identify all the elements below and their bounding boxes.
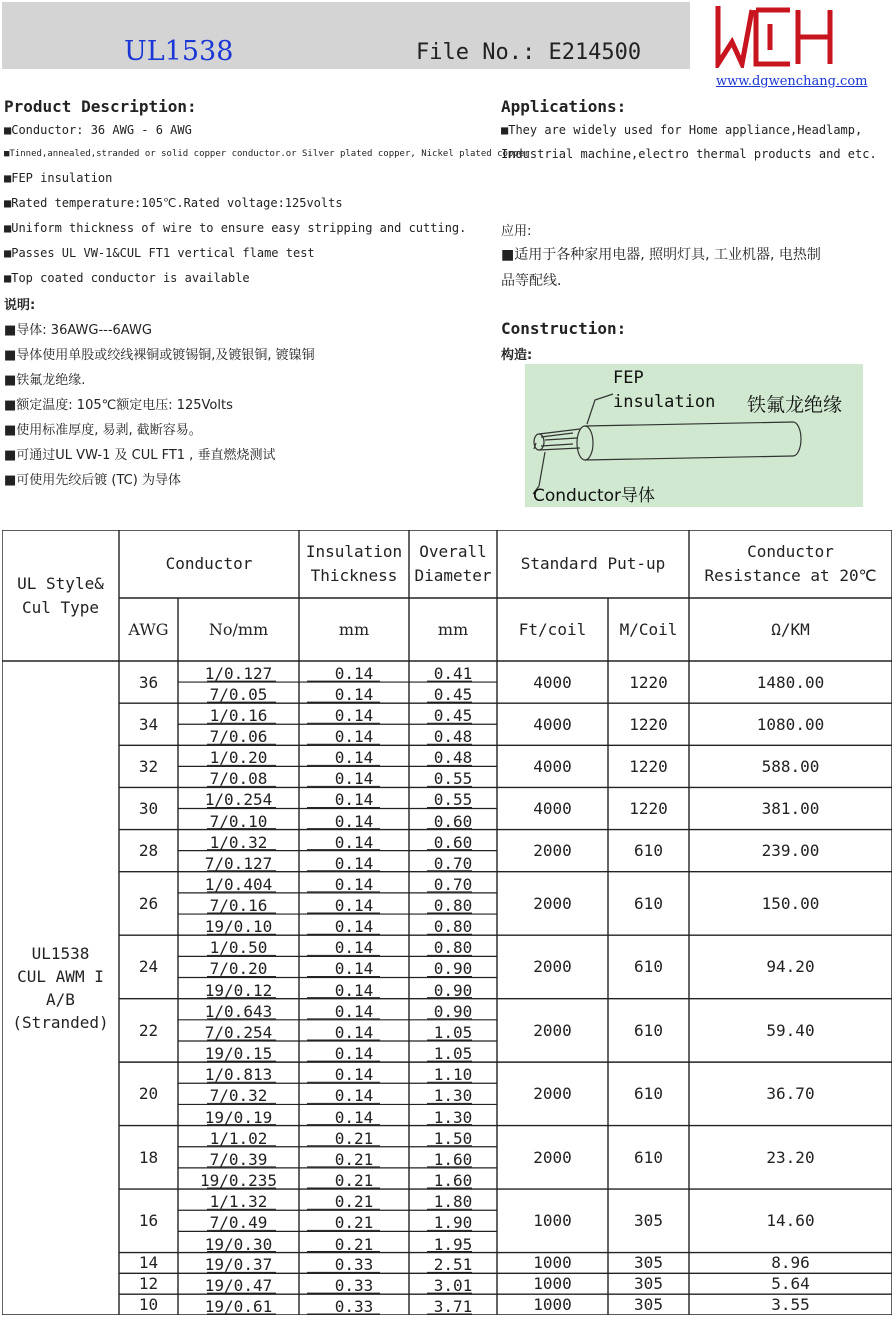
strand-cell: 19/0.235 (199, 1171, 278, 1191)
awg-cell: 36 (138, 672, 159, 692)
diameter-cell: 1.95 (433, 1234, 473, 1254)
applications-line-1: ■They are widely used for Home appliance,Headlamp, (501, 123, 863, 137)
ftcoil-cell: 1000 (533, 1295, 572, 1315)
insulation-cell: 0.14 (334, 748, 374, 768)
insulation-cell: 0.14 (334, 832, 374, 852)
pd-item-6: ■Passes UL VW-1&CUL FT1 vertical flame test (4, 246, 315, 260)
ftcoil-cell: 2000 (533, 957, 572, 977)
resistance-cell: 381.00 (761, 798, 820, 818)
resistance-cell: 94.20 (766, 957, 815, 977)
diameter-cell: 0.55 (433, 769, 473, 789)
pd-item-2: ■Tinned,annealed,stranded or solid copper conductor.or Silver plated copper, Nickel plated copper (4, 149, 530, 159)
mcoil-cell: 1220 (629, 756, 668, 776)
applications-title: Applications: (501, 97, 627, 116)
insulation-cell: 0.21 (334, 1171, 374, 1191)
resistance-cell: 8.96 (771, 1253, 810, 1273)
awg-cell: 12 (138, 1274, 159, 1294)
insulation-cell: 0.14 (334, 685, 374, 705)
cn-item-1: ■导体: 36AWG---6AWG (4, 323, 152, 338)
ftcoil-cell: 1000 (533, 1211, 572, 1231)
mcoil-cell: 1220 (629, 798, 668, 818)
awg-cell: 22 (138, 1020, 159, 1040)
diameter-cell: 1.05 (433, 1022, 473, 1042)
mcoil-cell: 305 (634, 1211, 663, 1231)
applications-cn-line-2: 品等配线. (501, 273, 562, 289)
ftcoil-cell: 4000 (533, 756, 572, 776)
awg-cell: 16 (138, 1211, 159, 1231)
strand-cell: 19/0.37 (204, 1255, 273, 1275)
diameter-cell: 0.60 (433, 832, 473, 852)
insulation-cell: 0.14 (334, 853, 374, 873)
resistance-cell: 14.60 (766, 1211, 815, 1231)
strand-cell: 1/0.127 (204, 664, 273, 684)
insulation-cell: 0.21 (334, 1213, 374, 1233)
strand-cell: 19/0.30 (204, 1234, 273, 1254)
ftcoil-cell: 1000 (533, 1274, 572, 1294)
mcoil-cell: 1220 (629, 714, 668, 734)
diameter-cell: 0.48 (433, 727, 473, 747)
resistance-cell: 23.20 (766, 1147, 815, 1167)
strand-cell: 7/0.127 (204, 853, 273, 873)
awg-cell: 24 (138, 957, 159, 977)
awg-cell: 34 (138, 714, 159, 734)
strand-cell: 1/0.16 (209, 706, 268, 726)
ftcoil-cell: 2000 (533, 841, 572, 861)
diameter-cell: 0.80 (433, 938, 473, 958)
pd-item-4: ■Rated temperature:105℃.Rated voltage:125volts (4, 196, 343, 210)
header-ohm: Ω/KM (771, 619, 810, 639)
awg-cell: 10 (138, 1295, 159, 1315)
mcoil-cell: 610 (634, 893, 663, 913)
header-overall: Overall Diameter (414, 542, 492, 585)
resistance-cell: 3.55 (771, 1295, 810, 1315)
insulation-cell: 0.33 (334, 1296, 374, 1316)
cn-item-3: ■铁氟龙绝缘. (4, 373, 86, 388)
insulation-cell: 0.21 (334, 1149, 374, 1169)
awg-cell: 32 (138, 756, 159, 776)
strand-cell: 7/0.08 (209, 769, 268, 789)
diameter-cell: 0.55 (433, 790, 473, 810)
strand-cell: 1/0.20 (209, 748, 268, 768)
resistance-cell: 1480.00 (756, 672, 825, 692)
pd-item-7: ■Top coated conductor is available (4, 271, 250, 285)
diameter-cell: 1.60 (433, 1149, 473, 1169)
ftcoil-cell: 4000 (533, 714, 572, 734)
diameter-cell: 1.50 (433, 1128, 473, 1148)
insulation-cell: 0.14 (334, 1022, 374, 1042)
insulation-cell: 0.21 (334, 1128, 374, 1148)
mcoil-cell: 305 (634, 1295, 663, 1315)
strand-cell: 19/0.47 (204, 1276, 273, 1296)
mcoil-cell: 610 (634, 1020, 663, 1040)
header-nomm: No/mm (208, 619, 269, 639)
diameter-cell: 0.90 (433, 959, 473, 979)
cn-item-5: ■使用标准厚度, 易剥, 截断容易。 (4, 423, 202, 438)
resistance-cell: 36.70 (766, 1084, 815, 1104)
strand-cell: 1/0.254 (204, 790, 273, 810)
construction-diagram (525, 364, 863, 507)
file-number: File No.: E214500 (416, 40, 642, 65)
diameter-cell: 0.70 (433, 874, 473, 894)
header-putup: Standard Put-up (520, 554, 666, 573)
description-cn-title: 说明: (4, 298, 36, 313)
awg-cell: 20 (138, 1084, 159, 1104)
diameter-cell: 2.51 (433, 1255, 473, 1275)
insulation-cell: 0.14 (334, 811, 374, 831)
insulation-cell: 0.14 (334, 1107, 374, 1127)
insulation-cell: 0.14 (334, 1001, 374, 1021)
insulation-cell: 0.14 (334, 1065, 374, 1085)
header-insulation: Insulation Thickness (305, 542, 403, 585)
insulation-cell: 0.14 (334, 874, 374, 894)
insulation-cell: 0.21 (334, 1192, 374, 1212)
cn-item-4: ■额定温度: 105℃额定电压: 125Volts (4, 398, 233, 413)
strand-cell: 1/0.50 (209, 938, 268, 958)
mcoil-cell: 305 (634, 1274, 663, 1294)
insulation-cell: 0.14 (334, 1086, 374, 1106)
model-title: UL1538 (124, 36, 234, 67)
diameter-cell: 0.90 (433, 980, 473, 1000)
strand-cell: 1/0.813 (204, 1065, 273, 1085)
strand-cell: 19/0.12 (204, 980, 273, 1000)
spec-table (2, 530, 892, 1315)
strand-cell: 1/0.32 (209, 832, 268, 852)
diameter-cell: 1.90 (433, 1213, 473, 1233)
resistance-cell: 150.00 (761, 893, 820, 913)
strand-cell: 19/0.61 (204, 1296, 273, 1316)
cn-item-7: ■可使用先绞后镀 (TC) 为导体 (4, 473, 181, 488)
mcoil-cell: 610 (634, 1084, 663, 1104)
insulation-cell: 0.14 (334, 790, 374, 810)
product-description-title: Product Description: (4, 97, 197, 116)
mcoil-cell: 610 (634, 841, 663, 861)
style-value: UL1538 CUL AWM I A/B (Stranded) (12, 944, 109, 1032)
ftcoil-cell: 2000 (533, 893, 572, 913)
strand-cell: 1/1.32 (209, 1192, 268, 1212)
ftcoil-cell: 1000 (533, 1253, 572, 1273)
insulation-cell: 0.33 (334, 1276, 374, 1296)
strand-cell: 7/0.05 (209, 685, 268, 705)
diameter-cell: 0.48 (433, 748, 473, 768)
label-conductor: Conductor导体 (533, 486, 656, 506)
resistance-cell: 59.40 (766, 1020, 815, 1040)
header-conductor: Conductor (165, 554, 253, 573)
header-mm-od: mm (437, 619, 469, 639)
pd-item-5: ■Uniform thickness of wire to ensure easy stripping and cutting. (4, 221, 467, 235)
resistance-cell: 5.64 (771, 1274, 810, 1294)
insulation-cell: 0.33 (334, 1255, 374, 1275)
diameter-cell: 0.45 (433, 706, 473, 726)
ftcoil-cell: 2000 (533, 1084, 572, 1104)
label-insulation-cn: 铁氟龙绝缘 (747, 394, 843, 416)
diameter-cell: 0.70 (433, 853, 473, 873)
header-band (2, 2, 690, 69)
mcoil-cell: 610 (634, 957, 663, 977)
construction-cn-title: 构造: (501, 348, 533, 363)
ftcoil-cell: 2000 (533, 1147, 572, 1167)
insulation-cell: 0.21 (334, 1234, 374, 1254)
awg-cell: 28 (138, 841, 159, 861)
header-style: UL Style& Cul Type (17, 573, 104, 617)
strand-cell: 7/0.06 (209, 727, 268, 747)
awg-cell: 26 (138, 893, 159, 913)
header-awg: AWG (128, 619, 169, 639)
label-insulation: insulation (613, 392, 716, 412)
website-link[interactable]: www.dgwenchang.com (716, 74, 868, 89)
header-resistance: Conductor Resistance at 20℃ (704, 542, 877, 585)
awg-cell: 14 (138, 1253, 159, 1273)
insulation-cell: 0.14 (334, 896, 374, 916)
header-mm-ins: mm (338, 619, 370, 639)
strand-cell: 19/0.10 (204, 917, 273, 937)
insulation-cell: 0.14 (334, 959, 374, 979)
diameter-cell: 1.10 (433, 1065, 473, 1085)
diameter-cell: 0.80 (433, 896, 473, 916)
pd-item-1: ■Conductor: 36 AWG - 6 AWG (4, 123, 192, 137)
mcoil-cell: 305 (634, 1253, 663, 1273)
resistance-cell: 1080.00 (756, 714, 825, 734)
insulation-cell: 0.14 (334, 706, 374, 726)
diameter-cell: 1.30 (433, 1086, 473, 1106)
diameter-cell: 0.60 (433, 811, 473, 831)
applications-cn-line-1: ■适用于各种家用电器, 照明灯具, 工业机器, 电热制 (501, 247, 821, 263)
strand-cell: 7/0.10 (209, 811, 268, 831)
mcoil-cell: 1220 (629, 672, 668, 692)
strand-cell: 1/0.404 (204, 874, 273, 894)
strand-cell: 1/1.02 (209, 1128, 268, 1148)
awg-cell: 18 (138, 1147, 159, 1167)
diameter-cell: 0.80 (433, 917, 473, 937)
ftcoil-cell: 4000 (533, 672, 572, 692)
diameter-cell: 3.01 (433, 1276, 473, 1296)
strand-cell: 7/0.49 (209, 1213, 268, 1233)
insulation-cell: 0.14 (334, 664, 374, 684)
strand-cell: 1/0.643 (204, 1001, 273, 1021)
strand-cell: 19/0.15 (204, 1044, 273, 1064)
resistance-cell: 588.00 (761, 756, 820, 776)
cn-item-2: ■导体使用单股或绞线裸铜或镀锡铜,及镀银铜, 镀镍铜 (4, 348, 315, 363)
strand-cell: 7/0.39 (209, 1149, 268, 1169)
insulation-cell: 0.14 (334, 1044, 374, 1064)
diameter-cell: 0.90 (433, 1001, 473, 1021)
strand-cell: 7/0.32 (209, 1086, 268, 1106)
cn-item-6: ■可通过UL VW-1 及 CUL FT1 , 垂直燃烧测试 (4, 448, 276, 463)
insulation-cell: 0.14 (334, 980, 374, 1000)
insulation-cell: 0.14 (334, 938, 374, 958)
diameter-cell: 1.30 (433, 1107, 473, 1127)
pd-item-3: ■FEP insulation (4, 171, 113, 185)
resistance-cell: 239.00 (761, 841, 820, 861)
applications-cn-title: 应用: (501, 224, 532, 239)
awg-cell: 30 (138, 798, 159, 818)
mcoil-cell: 610 (634, 1147, 663, 1167)
diameter-cell: 1.80 (433, 1192, 473, 1212)
header-ftcoil: Ft/coil (518, 619, 587, 639)
ftcoil-cell: 2000 (533, 1020, 572, 1040)
applications-line-2: Industrial machine,electro thermal products and etc. (501, 147, 877, 161)
diameter-cell: 1.05 (433, 1044, 473, 1064)
insulation-cell: 0.14 (334, 769, 374, 789)
diameter-cell: 0.45 (433, 685, 473, 705)
label-fep: FEP (613, 368, 644, 388)
diameter-cell: 3.71 (433, 1296, 473, 1316)
wch-logo-icon (712, 2, 836, 68)
diameter-cell: 1.60 (433, 1171, 473, 1191)
ftcoil-cell: 4000 (533, 798, 572, 818)
strand-cell: 7/0.16 (209, 896, 268, 916)
diameter-cell: 0.41 (433, 664, 473, 684)
strand-cell: 7/0.20 (209, 959, 268, 979)
header-mcoil: M/Coil (619, 619, 678, 639)
insulation-cell: 0.14 (334, 727, 374, 747)
strand-cell: 19/0.19 (204, 1107, 273, 1127)
construction-title: Construction: (501, 319, 627, 338)
insulation-cell: 0.14 (334, 917, 374, 937)
strand-cell: 7/0.254 (204, 1022, 273, 1042)
